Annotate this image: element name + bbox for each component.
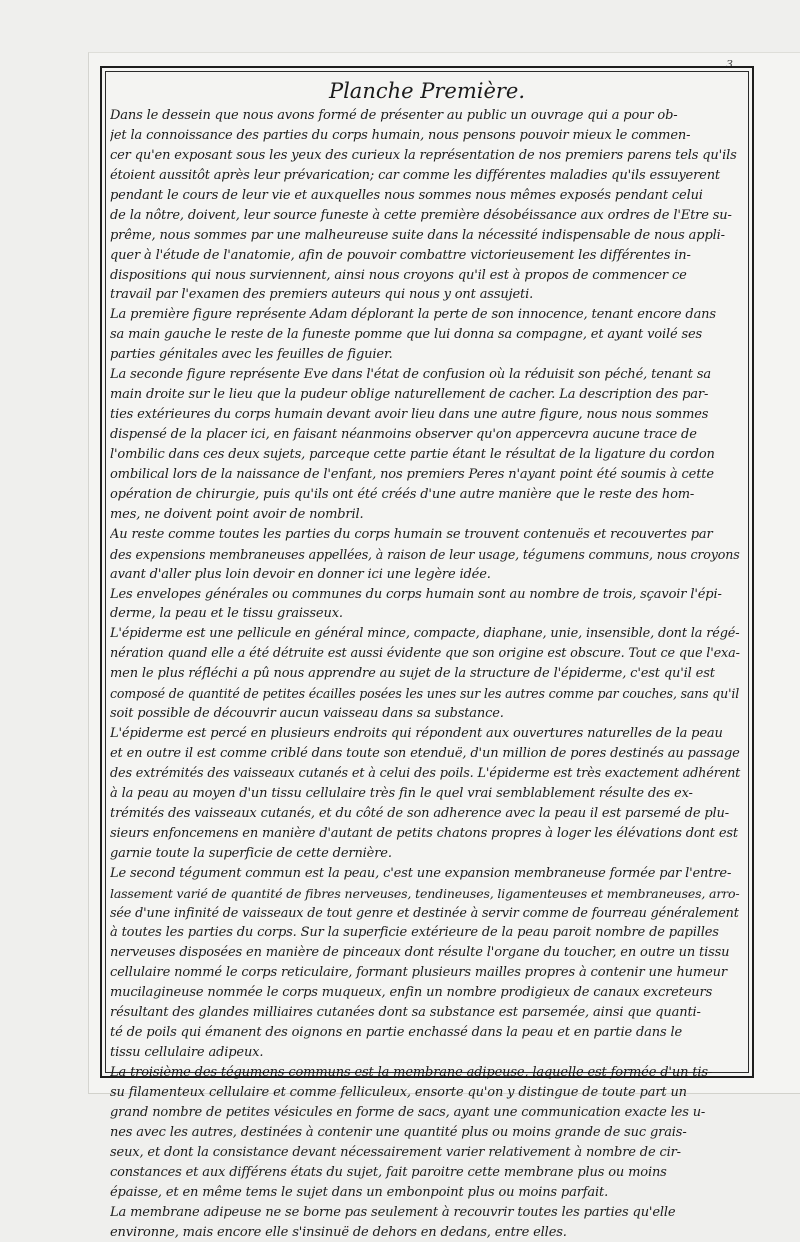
text-block (110, 76, 744, 1242)
text-line: parties génitales avec les feuilles de figuier. (110, 345, 744, 365)
paragraph-4 (110, 525, 744, 585)
text-line: trémités des vaisseaux cutanés, et du côté de son adherence avec la peau il est parsemé de plu- (110, 804, 744, 824)
paragraph-8 (110, 864, 744, 1063)
text-line: composé de quantité de petites écailles posées les unes sur les autres comme par couches, sans qu'il (110, 684, 744, 704)
text-line: dispensé de la placer ici, en faisant néanmoins observer qu'on appercevra aucune trace de (110, 425, 744, 445)
text-line: La première figure représente Adam déplorant la perte de son innocence, tenant encore dans (110, 305, 744, 325)
text-line: sieurs enfoncemens en manière d'autant de petits chatons propres à loger les élévations dont est (110, 824, 744, 844)
text-line: seux, et dont la consistance devant nécessairement varier relativement à nombre de cir- (110, 1143, 744, 1163)
text-line: Le second tégument commun est la peau, c'est une expansion membraneuse formée par l'entre- (110, 864, 744, 884)
paragraph-1 (110, 106, 744, 305)
paragraph-3 (110, 365, 744, 525)
text-line: Les envelopes générales ou communes du corps humain sont au nombre de trois, sçavoir l'épi- (110, 585, 744, 605)
text-line: ombilical lors de la naissance de l'enfant, nos premiers Peres n'ayant point été soumis à cette (110, 465, 744, 485)
text-line: dispositions qui nous surviennent, ainsi nous croyons qu'il est à propos de commencer ce (110, 266, 744, 286)
text-line: étoient aussitôt après leur prévarication; car comme les différentes maladies qu'ils essuyerent (110, 166, 744, 186)
text-line: Au reste comme toutes les parties du corps humain se trouvent contenuës et recouvertes par (110, 525, 744, 545)
text-line: tissu cellulaire adipeux. (110, 1043, 744, 1063)
text-line: men le plus réfléchi a pû nous apprendre au sujet de la structure de l'épiderme, c'est qu'il est (110, 664, 744, 684)
body-text (110, 106, 744, 1242)
text-line: mucilagineuse nommée le corps muqueux, enfin un nombre prodigieux de canaux excreteurs (110, 983, 744, 1003)
text-line: main droite sur le lieu que la pudeur oblige naturellement de cacher. La description des par- (110, 385, 744, 405)
text-line: mes, ne doivent point avoir de nombril. (110, 505, 744, 525)
text-line: cellulaire nommé le corps reticulaire, formant plusieurs mailles propres à contenir une humeur (110, 963, 744, 983)
text-line: L'épiderme est percé en plusieurs endroits qui répondent aux ouvertures naturelles de la peau (110, 724, 744, 744)
text-line: environne, mais encore elle s'insinuë de dehors en dedans, entre elles. (110, 1223, 744, 1242)
text-line: des extrémités des vaisseaux cutanés et à celui des poils. L'épiderme est très exactement adhérent (110, 764, 744, 784)
text-line: constances et aux différens états du sujet, fait paroitre cette membrane plus ou moins (110, 1163, 744, 1183)
text-line: lassement varié de quantité de fibres nerveuses, tendineuses, ligamenteuses et membraneuses, arro- (110, 884, 744, 904)
text-line: nération quand elle a été détruite est aussi évidente que son origine est obscure. Tout ce que l'exa- (110, 644, 744, 664)
text-line: L'épiderme est une pellicule en général mince, compacte, diaphane, unie, insensible, dont la régé- (110, 624, 744, 644)
text-line: opération de chirurgie, puis qu'ils ont été créés d'une autre manière que le reste des hom- (110, 485, 744, 505)
paragraph-2 (110, 305, 744, 365)
text-line: travail par l'examen des premiers auteurs qui nous y ont assujeti. (110, 285, 744, 305)
text-line: jet la connoissance des parties du corps humain, nous pensons pouvoir mieux le commen- (110, 126, 744, 146)
paragraph-7 (110, 724, 744, 864)
text-line: pendant le cours de leur vie et auxquelles nous sommes nous mêmes exposés pendant celui (110, 186, 744, 206)
text-line: Dans le dessein que nous avons formé de présenter au public un ouvrage qui a pour ob- (110, 106, 744, 126)
text-line: La seconde figure représente Eve dans l'état de confusion où la réduisit son péché, tenant sa (110, 365, 744, 385)
text-line: à la peau au moyen d'un tissu cellulaire très fin le quel vrai semblablement résulte des ex- (110, 784, 744, 804)
text-line: La membrane adipeuse ne se borne pas seulement à recouvrir toutes les parties qu'elle (110, 1203, 744, 1223)
text-line: des expensions membraneuses appellées, à raison de leur usage, tégumens communs, nous croyons (110, 545, 744, 565)
text-line: nes avec les autres, destinées à contenir une quantité plus ou moins grande de suc grais- (110, 1123, 744, 1143)
text-line: La troisième des tégumens communs est la membrane adipeuse, laquelle est formée d'un tis- (110, 1063, 744, 1083)
text-line: soit possible de découvrir aucun vaisseau dans sa substance. (110, 704, 744, 724)
text-line: derme, la peau et le tissu graisseux. (110, 604, 744, 624)
paragraph-5 (110, 585, 744, 625)
text-line: grand nombre de petites vésicules en forme de sacs, ayant une communication exacte les u- (110, 1103, 744, 1123)
plate-title: Planche Première. (110, 76, 744, 106)
paragraph-9 (110, 1063, 744, 1203)
text-line: té de poils qui émanent des oignons en partie enchassé dans la peau et en partie dans le (110, 1023, 744, 1043)
paragraph-10 (110, 1203, 744, 1242)
page-number: 3 (726, 58, 733, 71)
text-line: nerveuses disposées en manière de pinceaux dont résulte l'organe du toucher, en outre un tissu (110, 943, 744, 963)
paragraph-6 (110, 624, 744, 724)
text-line: sée d'une infinité de vaisseaux de tout genre et destinée à servir comme de fourreau généralement (110, 904, 744, 924)
text-line: à toutes les parties du corps. Sur la superficie extérieure de la peau paroit nombre de papilles (110, 923, 744, 943)
text-line: prême, nous sommes par une malheureuse suite dans la nécessité indispensable de nous appli- (110, 226, 744, 246)
text-line: su filamenteux cellulaire et comme felliculeux, ensorte qu'on y distingue de toute part un (110, 1083, 744, 1103)
text-line: sa main gauche le reste de la funeste pomme que lui donna sa compagne, et ayant voilé ses (110, 325, 744, 345)
text-line: résultant des glandes milliaires cutanées dont sa substance est parsemée, ainsi que quanti- (110, 1003, 744, 1023)
text-line: l'ombilic dans ces deux sujets, parceque cette partie étant le résultat de la ligature du cordon (110, 445, 744, 465)
text-line: ties extérieures du corps humain devant avoir lieu dans une autre figure, nous nous sommes (110, 405, 744, 425)
text-line: cer qu'en exposant sous les yeux des curieux la représentation de nos premiers parens tels qu'ils (110, 146, 744, 166)
text-line: de la nôtre, doivent, leur source funeste à cette première désobéissance aux ordres de l'Etre su- (110, 206, 744, 226)
text-line: avant d'aller plus loin devoir en donner ici une legère idée. (110, 565, 744, 585)
text-line: et en outre il est comme criblé dans toute son etenduë, d'un million de pores destinés au passage (110, 744, 744, 764)
text-line: épaisse, et en même tems le sujet dans un embonpoint plus ou moins parfait. (110, 1183, 744, 1203)
text-line: garnie toute la superficie de cette dernière. (110, 844, 744, 864)
text-line: quer à l'étude de l'anatomie, afin de pouvoir combattre victorieusement les différentes in- (110, 246, 744, 266)
